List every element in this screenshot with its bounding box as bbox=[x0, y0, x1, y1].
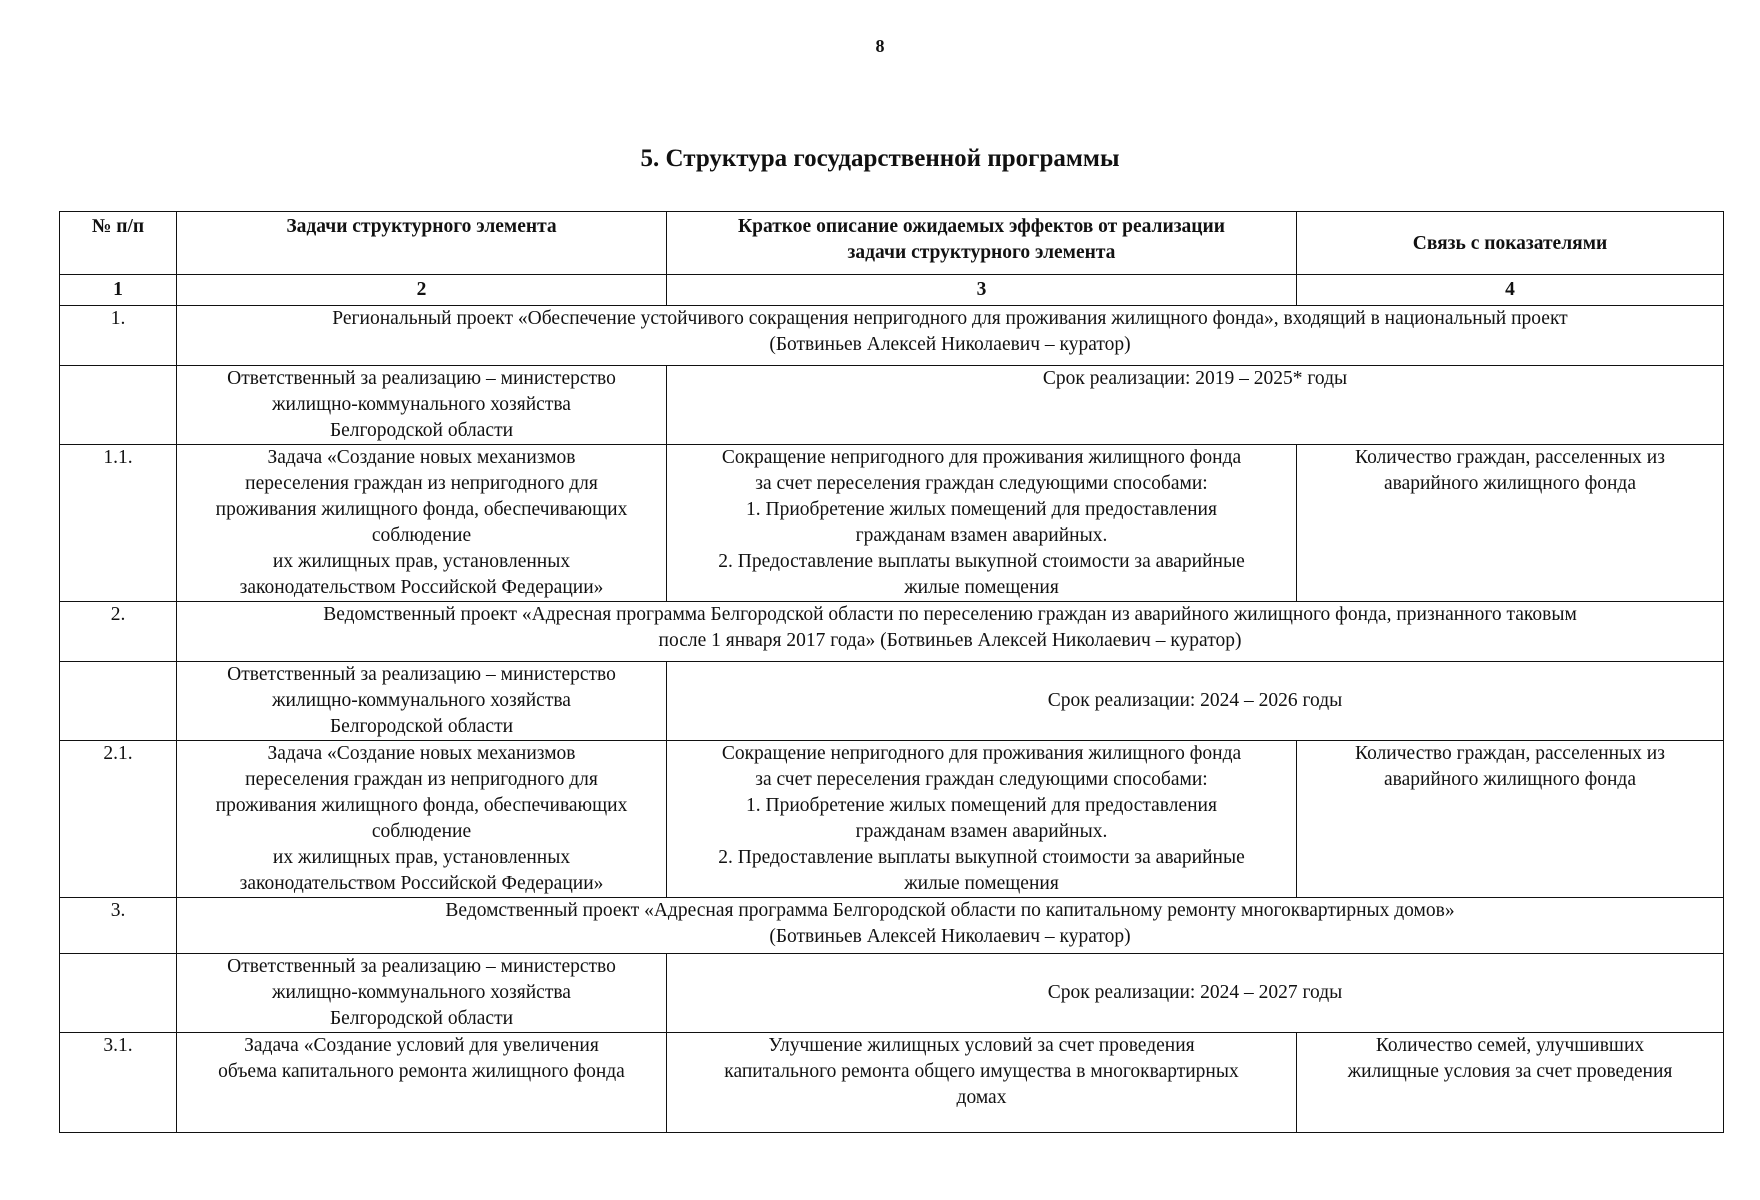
responsible-line: Ответственный за реализацию – министерство bbox=[227, 956, 616, 977]
project-title-line: Ведомственный проект «Адресная программа Белгородской области по капитальному ремонту многоквартирных домов» bbox=[445, 900, 1455, 921]
project-title-line: (Ботвиньев Алексей Николаевич – куратор) bbox=[769, 334, 1131, 355]
task-number: 2.1. bbox=[60, 741, 177, 898]
task-line: их жилищных прав, установленных bbox=[272, 847, 571, 868]
effect-cell bbox=[667, 445, 1297, 602]
indicator-cell bbox=[1297, 445, 1724, 602]
effect-line: 2. Предоставление выплаты выкупной стоимости за аварийные bbox=[718, 551, 1245, 572]
effect-line: домах bbox=[956, 1087, 1007, 1108]
task-line: переселения граждан из непригодного для bbox=[245, 769, 598, 790]
header-tasks: Задачи структурного элемента bbox=[177, 212, 667, 275]
empty-cell bbox=[60, 366, 177, 445]
responsible-line: Ответственный за реализацию – министерство bbox=[227, 664, 616, 685]
project-title-line: (Ботвиньев Алексей Николаевич – куратор) bbox=[769, 926, 1131, 947]
column-number: 4 bbox=[1297, 275, 1724, 306]
responsible-line: жилищно-коммунального хозяйства bbox=[272, 394, 571, 415]
effect-line: жилые помещения bbox=[904, 873, 1059, 894]
task-line: их жилищных прав, установленных bbox=[272, 551, 571, 572]
header-effects bbox=[667, 212, 1297, 275]
task-line: объема капитального ремонта жилищного фонда bbox=[218, 1061, 625, 1082]
responsible-row bbox=[60, 366, 1724, 445]
term-cell: Срок реализации: 2024 – 2027 годы bbox=[667, 954, 1724, 1033]
project-title bbox=[177, 602, 1724, 662]
task-row bbox=[60, 1033, 1724, 1133]
effect-cell bbox=[667, 741, 1297, 898]
header-indicators: Связь с показателями bbox=[1297, 212, 1724, 275]
project-title-line: Региональный проект «Обеспечение устойчивого сокращения непригодного для проживания жилищного фонда», входящий в национальный проект bbox=[332, 308, 1568, 329]
task-line: Задача «Создание новых механизмов bbox=[267, 743, 576, 764]
project-title-line: Ведомственный проект «Адресная программа Белгородской области по переселению граждан из аварийного жилищного фонда, признанного таковым bbox=[323, 604, 1577, 625]
column-number-row bbox=[60, 275, 1724, 306]
indicator-line: аварийного жилищного фонда bbox=[1383, 473, 1636, 494]
project-number: 2. bbox=[60, 602, 177, 662]
indicator-line: аварийного жилищного фонда bbox=[1383, 769, 1636, 790]
effect-line: жилые помещения bbox=[904, 577, 1059, 598]
page-title: 5. Структура государственной программы bbox=[640, 145, 1120, 172]
empty-cell bbox=[60, 954, 177, 1033]
indicator-cell bbox=[1297, 1033, 1724, 1133]
task-line: законодательством Российской Федерации» bbox=[239, 873, 604, 894]
header-number: № п/п bbox=[60, 212, 177, 275]
task-line: проживания жилищного фонда, обеспечивающих bbox=[215, 795, 628, 816]
project-title bbox=[177, 898, 1724, 954]
header-row bbox=[60, 212, 1724, 275]
task-row bbox=[60, 445, 1724, 602]
responsible-line: жилищно-коммунального хозяйства bbox=[272, 982, 571, 1003]
effect-line: капитального ремонта общего имущества в многоквартирных bbox=[724, 1061, 1239, 1082]
effect-line: за счет переселения граждан следующими способами: bbox=[755, 473, 1208, 494]
indicator-line: Количество граждан, расселенных из bbox=[1355, 743, 1665, 764]
task-row bbox=[60, 741, 1724, 898]
task-number: 1.1. bbox=[60, 445, 177, 602]
effect-line: 1. Приобретение жилых помещений для предоставления bbox=[746, 795, 1217, 816]
task-cell bbox=[177, 741, 667, 898]
task-line: Задача «Создание условий для увеличения bbox=[244, 1035, 599, 1056]
project-number: 1. bbox=[60, 306, 177, 366]
indicator-line: Количество граждан, расселенных из bbox=[1355, 447, 1665, 468]
header-effects-line: Краткое описание ожидаемых эффектов от реализации bbox=[738, 216, 1225, 237]
responsible-line: Ответственный за реализацию – министерство bbox=[227, 368, 616, 389]
effect-line: за счет переселения граждан следующими способами: bbox=[755, 769, 1208, 790]
project-row bbox=[60, 602, 1724, 662]
effect-cell bbox=[667, 1033, 1297, 1133]
effect-line: Сокращение непригодного для проживания жилищного фонда bbox=[721, 447, 1242, 468]
project-row bbox=[60, 306, 1724, 366]
responsible-cell bbox=[177, 662, 667, 741]
responsible-cell bbox=[177, 366, 667, 445]
effect-line: 2. Предоставление выплаты выкупной стоимости за аварийные bbox=[718, 847, 1245, 868]
indicator-cell bbox=[1297, 741, 1724, 898]
column-number: 3 bbox=[667, 275, 1297, 306]
responsible-row bbox=[60, 954, 1724, 1033]
effect-line: 1. Приобретение жилых помещений для предоставления bbox=[746, 499, 1217, 520]
indicator-line: Количество семей, улучшивших bbox=[1375, 1035, 1645, 1056]
structure-table bbox=[59, 211, 1724, 1133]
task-line: проживания жилищного фонда, обеспечивающих bbox=[215, 499, 628, 520]
page-number: 8 bbox=[875, 36, 885, 56]
effect-line: гражданам взамен аварийных. bbox=[855, 821, 1108, 842]
term-cell: Срок реализации: 2024 – 2026 годы bbox=[667, 662, 1724, 741]
task-cell bbox=[177, 1033, 667, 1133]
task-line: соблюдение bbox=[371, 821, 472, 842]
empty-cell bbox=[60, 662, 177, 741]
task-line: соблюдение bbox=[371, 525, 472, 546]
effect-line: Улучшение жилищных условий за счет проведения bbox=[768, 1035, 1195, 1056]
header-effects-line: задачи структурного элемента bbox=[847, 242, 1116, 263]
responsible-line: Белгородской области bbox=[329, 716, 514, 737]
column-number: 2 bbox=[177, 275, 667, 306]
indicator-line: жилищные условия за счет проведения bbox=[1347, 1061, 1673, 1082]
task-number: 3.1. bbox=[60, 1033, 177, 1133]
effect-line: гражданам взамен аварийных. bbox=[855, 525, 1108, 546]
responsible-line: жилищно-коммунального хозяйства bbox=[272, 690, 571, 711]
term-cell: Срок реализации: 2019 – 2025* годы bbox=[667, 366, 1724, 445]
project-title bbox=[177, 306, 1724, 366]
effect-line: Сокращение непригодного для проживания жилищного фонда bbox=[721, 743, 1242, 764]
task-line: переселения граждан из непригодного для bbox=[245, 473, 598, 494]
task-line: законодательством Российской Федерации» bbox=[239, 577, 604, 598]
project-title-line: после 1 января 2017 года» (Ботвиньев Алексей Николаевич – куратор) bbox=[658, 630, 1242, 651]
task-cell bbox=[177, 445, 667, 602]
responsible-cell bbox=[177, 954, 667, 1033]
project-row bbox=[60, 898, 1724, 954]
project-number: 3. bbox=[60, 898, 177, 954]
responsible-row bbox=[60, 662, 1724, 741]
responsible-line: Белгородской области bbox=[329, 420, 514, 441]
responsible-line: Белгородской области bbox=[329, 1008, 514, 1029]
task-line: Задача «Создание новых механизмов bbox=[267, 447, 576, 468]
column-number: 1 bbox=[60, 275, 177, 306]
